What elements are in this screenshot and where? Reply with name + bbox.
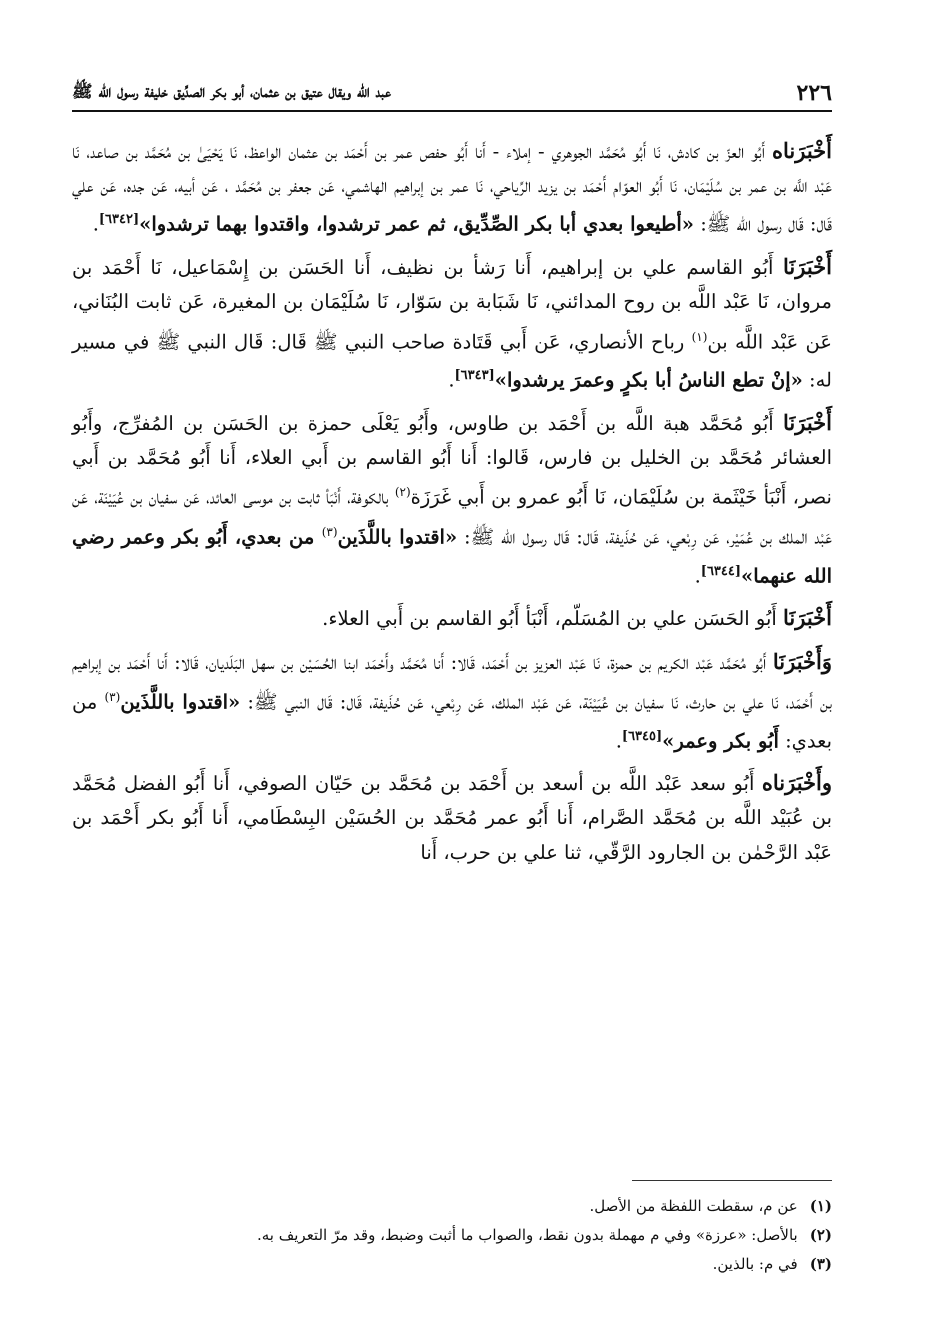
footnote-number: (٢)	[809, 1226, 832, 1244]
paragraph-text: .	[694, 564, 701, 588]
paragraph-text: من بعدي:	[72, 690, 832, 753]
hadith-quote: «اقتدوا باللَّذَين	[337, 525, 458, 549]
paragraph-text: أَبُو القاسم علي بن إبراهيم، أَنا رَشأ بن نظيف، أَنا الحَسَن بن إِسْمَاعيل، نَا أَحْمَد بن مروان، نَا عَبْد اللَّه بن روح المدائني، نَا شَبَابة بن سَوّار، نَا سُلَيْمَان بن المغيرة، عَن ثابت البُنَاني، عَن عَبْد اللَّه بن	[72, 256, 832, 354]
paragraph-text: رباح الأنصاري، عَن أَبي قَتَادة صاحب النبي ﷺ قَال: قَال النبي ﷺ في مسير له:	[72, 330, 832, 392]
paragraph-text: بالكوفة، أَنْبَأ ثابت بن موسى العائد، عَن سفيان بن عُيَيْنَة، عَن عَبْد الملك بن عُمَيْر، عَن رِبْعي، عَن حُذَيفة، قَال: قَال رسول الله ﷺ:	[72, 485, 832, 549]
paragraph-text: .	[448, 368, 455, 392]
page-header	[72, 64, 832, 106]
hadith-number: [٦٣٤٢]	[98, 212, 140, 228]
page-number: ٢٢٦	[796, 80, 832, 106]
paragraph	[72, 766, 832, 870]
footnotes	[72, 1192, 832, 1279]
hadith-quote: من بعدي، أَبُو بكر وعمر رضي الله عنهما»	[72, 525, 832, 588]
paragraph-lead: أَخْبَرَنَا	[783, 254, 832, 280]
hadith-quote: «أطيعوا بعدي أبا بكر الصِّدِّيق، ثم عمر ترشدوا، واقتدوا بهما ترشدوا»	[139, 212, 694, 236]
footnote-marker: (١)	[691, 329, 708, 344]
hadith-quote: أَبُو بكر وعمر»	[662, 729, 779, 753]
paragraph-text: أَبُو العزّ بن كادش، نَا أَبُو مُحَمَّد الجوهري - إملاء - أَنا أَبُو حفص عمر بن أَحْمَد بن عثمان الواعظ، نَا يَحْيَىٰ بن مُحَمَّد بن صاعد، نَا عَبْد اللَّه بن عمر بن سُلَيْمَان، نَا أَبُو العوّام أَحْمَد بن يزيد الرِّياحي، نَا عمر بن إبراهيم الهاشمي، عَن جعفر بن مُحَمَّد ، عَن أبيه، عَن جده، عَن علي قَال: قَال رسول الله ﷺ:	[72, 140, 832, 236]
paragraph-lead: أَخْبَرَناه	[772, 138, 832, 163]
paragraph	[72, 601, 832, 636]
footnote-separator	[632, 1180, 832, 1181]
paragraph-text: أَبُو مُحَمَّد عَبْد الكريم بن حمزة، نَا عَبْد العزيز بن أَحْمَد، قَالا: أَنا مُحَمَّد وأَحْمَد ابنا الحُسَيْن بن سهل البَلَديان، قَالا: أَنا أَحْمَد بن إبراهيم بن أَحْمَد، نَا علي بن حارث، نَا سفيان بن عُيَيْنَة، عَن عَبْد الملك، عَن رِبْعي، عَن حُذَيفة، قَال: قَال النبي ﷺ:	[72, 650, 832, 714]
footnote-text: في م: بالذين.	[712, 1255, 798, 1273]
paragraph-text: أَبُو الحَسَن علي بن المُسَلّم، أَنْبَأ أَبُو القاسم بن أَبي العلاء.	[322, 607, 784, 631]
paragraph-text: أَبُو سعد عَبْد اللَّه بن أسعد بن أَحْمَد بن مُحَمَّد بن حَيّان الصوفي، أَنا أَبُو الفضل مُحَمَّد بن عُبَيْد اللَّه بن مُحَمَّد الصَّرام، أَنا أَبُو عمر مُحَمَّد بن الحُسَيْن البِسْطَامي، أَنا أَبُو بكر أَحْمَد بن عَبْد الرَّحْمٰن بن الجارود الرَّقّي، ثنا علي بن حرب، أَنا	[72, 772, 832, 864]
hadith-number: [٦٣٤٤]	[700, 563, 742, 579]
paragraph-lead: أَخْبَرَنَا	[783, 605, 832, 631]
footnote	[72, 1221, 832, 1250]
footnote-text: بالأصل: «عرزة» وفي م مهملة بدون نقط، والصواب ما أثبت وضبط، وقد مرّ التعريف به.	[256, 1226, 798, 1244]
paragraph	[72, 406, 832, 594]
paragraph-text: .	[92, 212, 99, 236]
paragraph-lead: وَأَخْبَرَنَا	[772, 648, 832, 674]
paragraph	[72, 250, 832, 398]
paragraph	[72, 134, 832, 242]
paragraph-text: أَبُو مُحَمَّد هبة اللَّه بن أَحْمَد بن طاوس، وأَبُو يَعْلَى حمزة بن الحَسَن بن المُفرِّج، وأَبُو العشائر مُحَمَّد بن الخليل بن فارس، قَالوا: أَنا أَبُو القاسم بن أَبي العلاء، أَنا أَبُو مُحَمَّد بن أَبي نصر، أَنْبَأ خَيْثَمة بن سُلَيْمَان، نَا أَبُو عمرو بن أَبي غَرَزَة	[72, 411, 832, 509]
footnote-marker: (٣)	[104, 689, 121, 704]
footnote	[72, 1192, 832, 1221]
paragraph	[72, 645, 832, 759]
hadith-number: [٦٣٤٣]	[454, 368, 495, 384]
footnote-number: (١)	[809, 1197, 832, 1215]
footnote-marker: (٣)	[321, 525, 338, 540]
footnote-number: (٣)	[809, 1255, 832, 1273]
hadith-number: [٦٣٤٥]	[621, 728, 663, 744]
paragraph-text: .	[615, 729, 622, 753]
hadith-quote: «إنْ تطع الناسُ أبا بكرٍ وعمرَ يرشدوا»	[494, 368, 803, 392]
header-rule	[72, 110, 832, 112]
paragraph-lead: أَخْبَرَنَا	[783, 409, 832, 435]
running-title: عبد الله ويقال عتيق بن عثمان، أبو بكر الصدِّيق خليفة رسول الله ﷺ	[72, 82, 391, 102]
paragraph-lead: وأَخْبَرَناه	[761, 770, 832, 796]
main-text	[72, 134, 832, 878]
footnote-marker: (٢)	[394, 485, 411, 500]
hadith-quote: «اقتدوا باللَّذَين	[120, 690, 241, 714]
footnote-text: عن م، سقطت اللفظة من الأصل.	[589, 1197, 798, 1215]
footnote	[72, 1250, 832, 1279]
